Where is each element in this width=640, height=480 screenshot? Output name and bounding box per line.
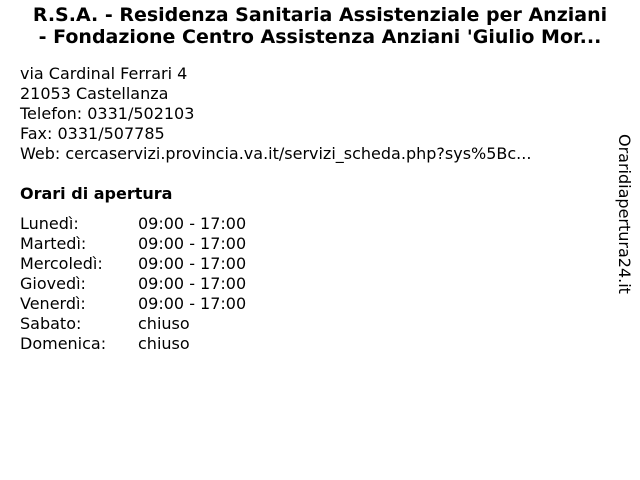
day-label: Domenica: xyxy=(20,334,107,353)
hours-value: 09:00 - 17:00 xyxy=(138,254,247,273)
hours-row-sunday xyxy=(20,334,280,354)
phone-number: Telefon: 0331/502103 xyxy=(20,104,195,123)
hours-value: chiuso xyxy=(138,314,190,333)
day-label: Martedì: xyxy=(20,234,87,253)
title-line-2: - Fondazione Centro Assistenza Anziani 'Giulio Mor... xyxy=(38,26,602,48)
hours-row-friday xyxy=(20,294,280,314)
address-street: via Cardinal Ferrari 4 xyxy=(20,64,188,83)
day-label: Venerdì: xyxy=(20,294,86,313)
hours-row-saturday xyxy=(20,314,280,334)
opening-hours-heading: Orari di apertura xyxy=(20,184,173,203)
hours-row-monday xyxy=(20,214,280,234)
hours-row-thursday xyxy=(20,274,280,294)
contact-info xyxy=(20,64,531,164)
site-watermark: Oraridiapertura24.it xyxy=(615,134,634,294)
opening-hours-table xyxy=(20,214,280,354)
title-line-1: R.S.A. - Residenza Sanitaria Assistenziale per Anziani xyxy=(32,4,608,26)
day-label: Giovedì: xyxy=(20,274,86,293)
page-title xyxy=(0,4,640,48)
website-link[interactable]: Web: cercaservizi.provincia.va.it/servizi_scheda.php?sys%5Bc... xyxy=(20,144,532,163)
hours-value: 09:00 - 17:00 xyxy=(138,274,247,293)
hours-value: 09:00 - 17:00 xyxy=(138,294,247,313)
hours-row-tuesday xyxy=(20,234,280,254)
hours-value: 09:00 - 17:00 xyxy=(138,234,247,253)
hours-value: chiuso xyxy=(138,334,190,353)
hours-value: 09:00 - 17:00 xyxy=(138,214,247,233)
fax-number: Fax: 0331/507785 xyxy=(20,124,165,143)
day-label: Sabato: xyxy=(20,314,82,333)
day-label: Lunedì: xyxy=(20,214,79,233)
hours-row-wednesday xyxy=(20,254,280,274)
day-label: Mercoledì: xyxy=(20,254,103,273)
address-city: 21053 Castellanza xyxy=(20,84,169,103)
